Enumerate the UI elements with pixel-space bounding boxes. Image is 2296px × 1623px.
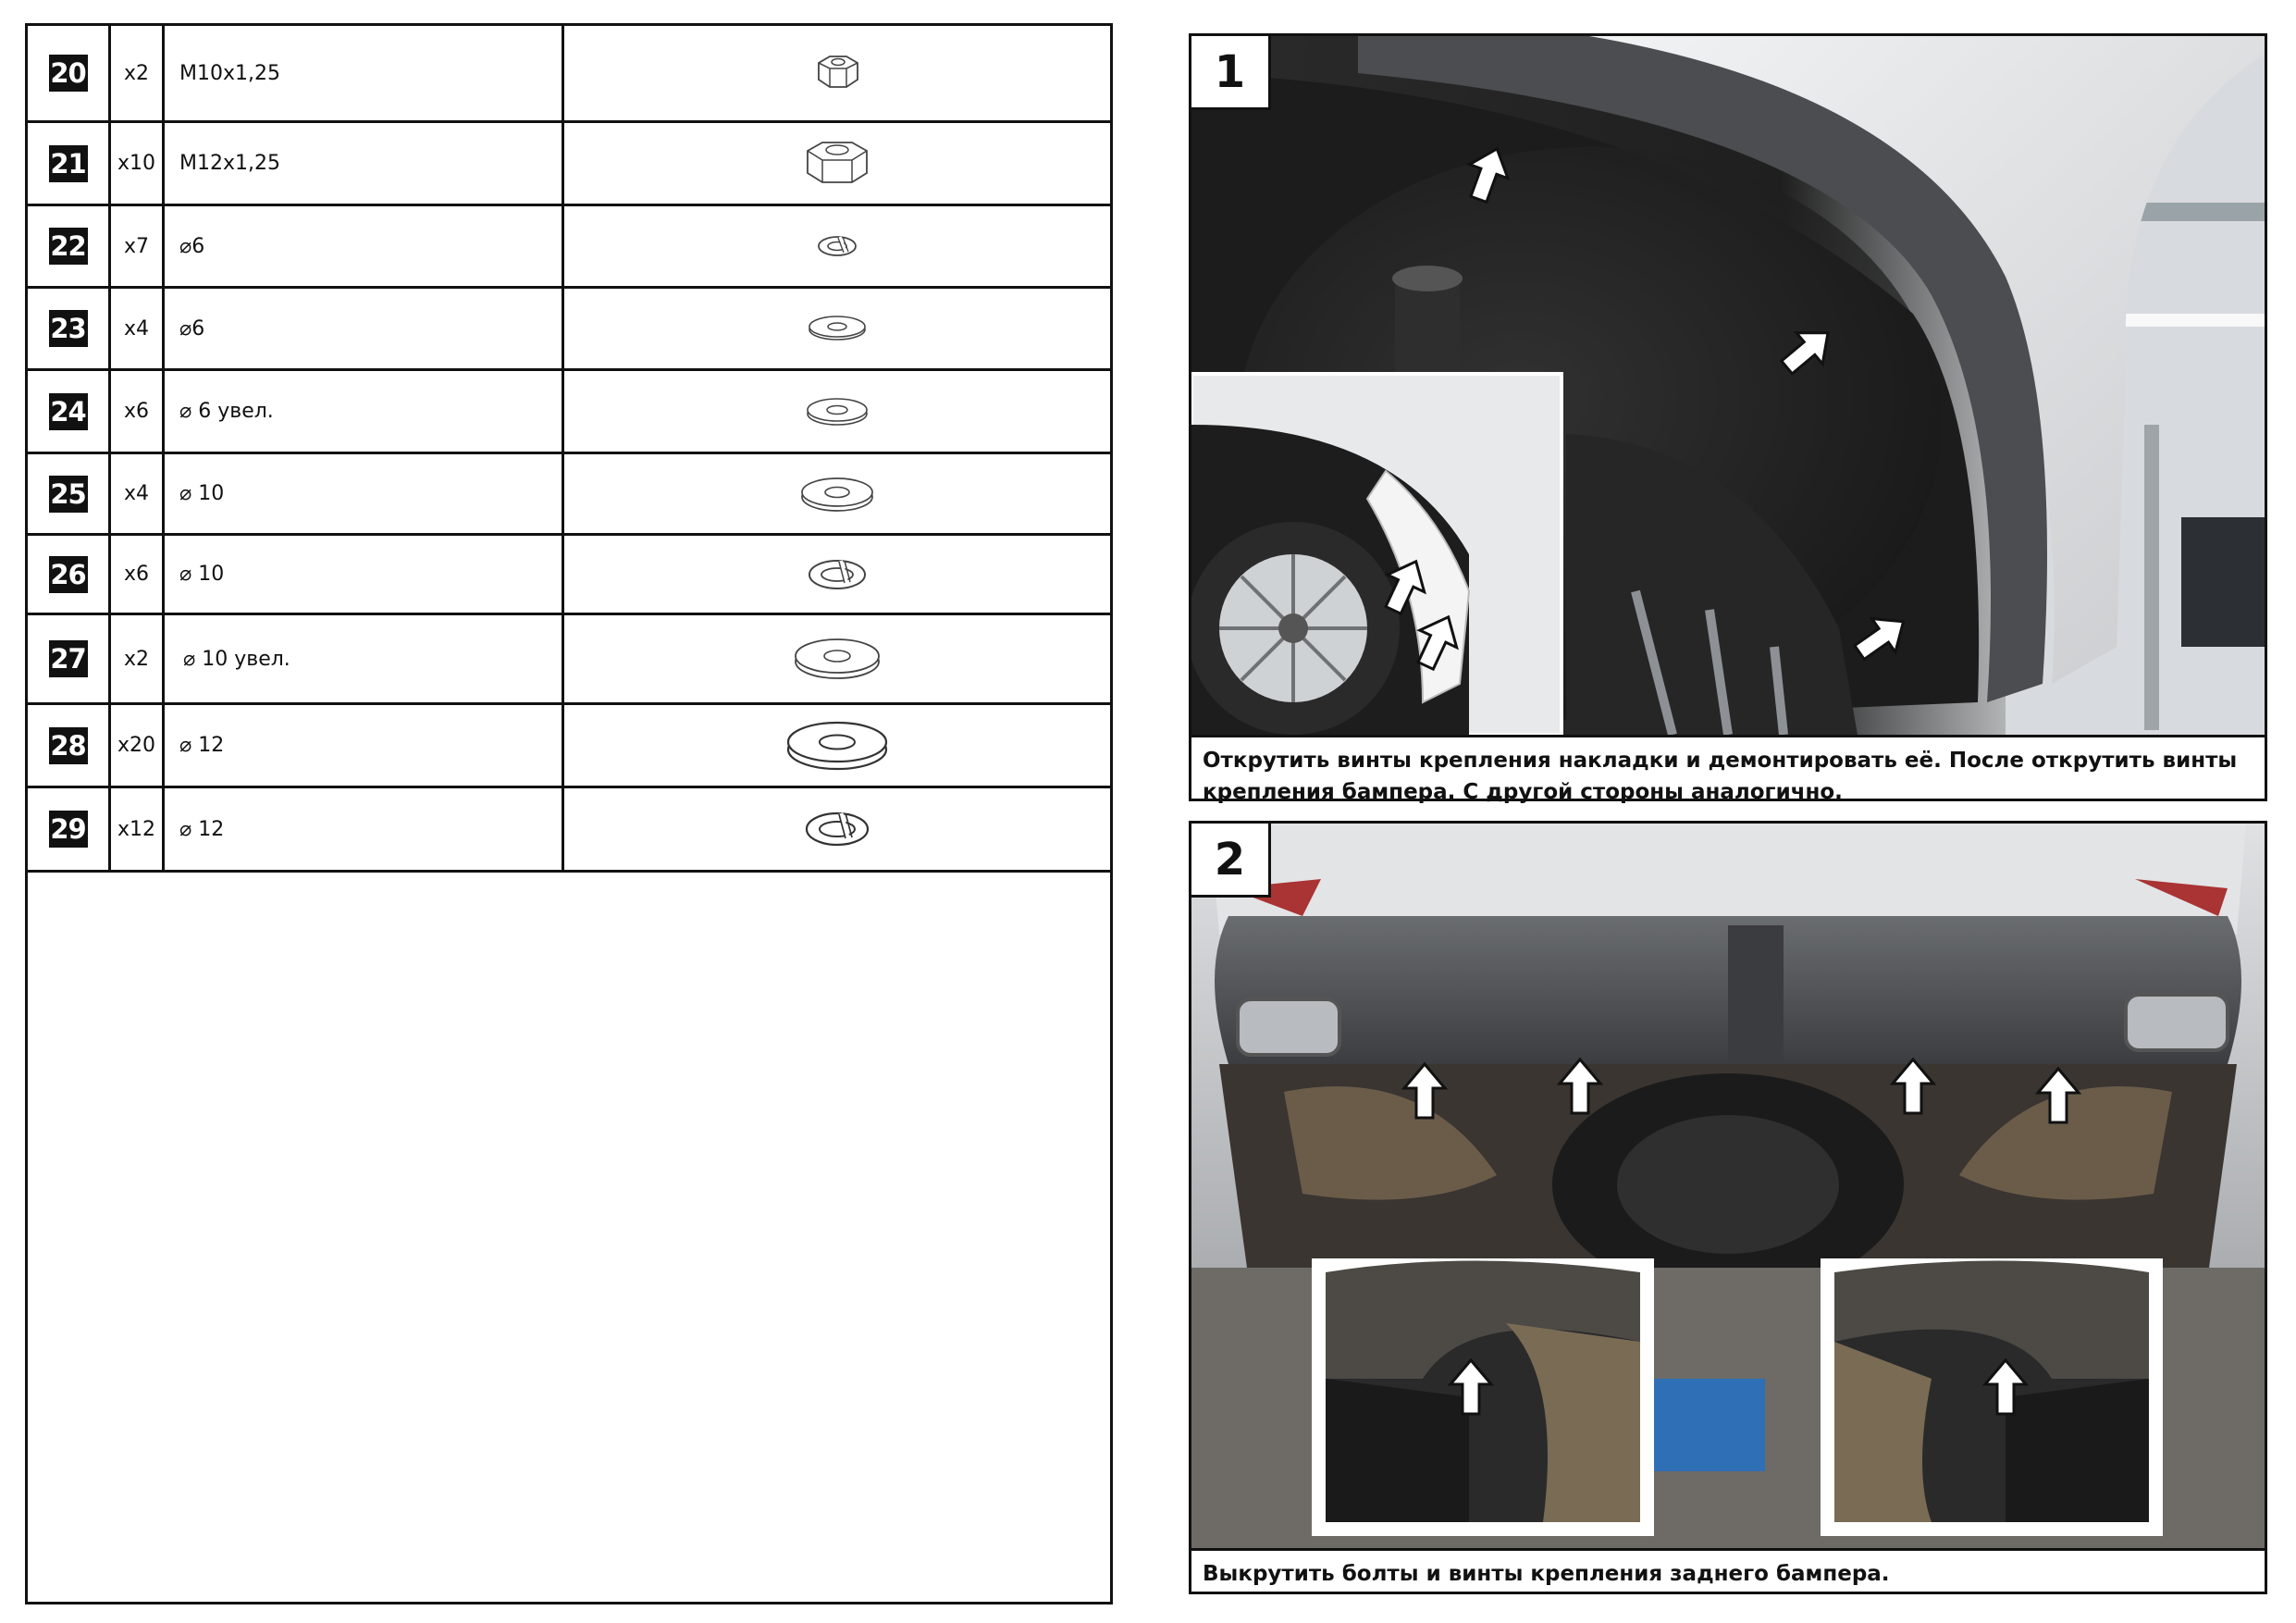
part-size: ⌀ 12: [165, 788, 564, 870]
part-number: 23: [49, 310, 88, 347]
part-size: ⌀6: [165, 289, 564, 368]
part-quantity: x7: [111, 206, 165, 286]
step-caption: Открутить винты крепления накладки и демонтировать её. После открутить винты крепления бампера. С другой стороны аналогично.: [1191, 735, 2265, 799]
step-number: 1: [1191, 36, 1271, 110]
part-quantity: x2: [111, 26, 165, 120]
table-row: [28, 123, 1110, 206]
part-number: 24: [49, 393, 88, 430]
step-1-panel: [1189, 33, 2267, 804]
parts-list-frame: [25, 23, 1113, 1604]
spring-washer-small-icon: [814, 231, 860, 261]
step-2-panel: [1189, 821, 2267, 1594]
flat-washer-wide-medium-icon: [791, 635, 883, 683]
part-quantity: x10: [111, 123, 165, 204]
part-quantity: x6: [111, 371, 165, 452]
part-number: 20: [49, 55, 88, 92]
part-number: 21: [49, 145, 88, 182]
part-size: ⌀ 6 увел.: [165, 371, 564, 452]
table-row: [28, 289, 1110, 371]
part-size: M10x1,25: [165, 26, 564, 120]
table-row: [28, 206, 1110, 289]
part-size: ⌀ 10: [165, 454, 564, 533]
hex-nut-large-icon: [800, 138, 874, 190]
part-size: ⌀ 12: [165, 705, 564, 786]
spring-washer-medium-icon: [804, 554, 870, 595]
part-number: 26: [49, 556, 88, 593]
step-number: 2: [1191, 824, 1271, 898]
wheel-arch-trim-photo: [1191, 36, 2265, 735]
table-row: [28, 371, 1110, 454]
table-row: [28, 536, 1110, 615]
part-number: 25: [49, 476, 88, 513]
part-quantity: x4: [111, 454, 165, 533]
part-quantity: x2: [111, 615, 165, 702]
table-row: [28, 26, 1110, 123]
flat-washer-large-icon: [784, 717, 891, 774]
part-quantity: x6: [111, 536, 165, 613]
part-number: 22: [49, 228, 88, 265]
table-row: [28, 788, 1110, 873]
part-number: 29: [49, 811, 88, 848]
flat-washer-medium-icon: [797, 474, 877, 514]
table-row: [28, 705, 1110, 788]
part-size: ⌀ 10 увел.: [165, 615, 564, 702]
spring-washer-large-icon: [802, 806, 872, 852]
step-caption: Выкрутить болты и винты крепления заднего бампера.: [1191, 1548, 2265, 1592]
part-quantity: x12: [111, 788, 165, 870]
table-row: [28, 454, 1110, 536]
table-row: [28, 615, 1110, 705]
hex-nut-small-icon: [809, 52, 865, 94]
part-number: 27: [49, 640, 88, 677]
flat-washer-small-icon: [805, 314, 870, 343]
parts-table: [28, 26, 1110, 873]
part-size: ⌀ 10: [165, 536, 564, 613]
part-quantity: x4: [111, 289, 165, 368]
part-number: 28: [49, 727, 88, 764]
flat-washer-wide-small-icon: [803, 395, 871, 428]
part-size: ⌀6: [165, 206, 564, 286]
part-quantity: x20: [111, 705, 165, 786]
rear-bumper-underside-photo: [1191, 824, 2265, 1548]
part-size: M12x1,25: [165, 123, 564, 204]
